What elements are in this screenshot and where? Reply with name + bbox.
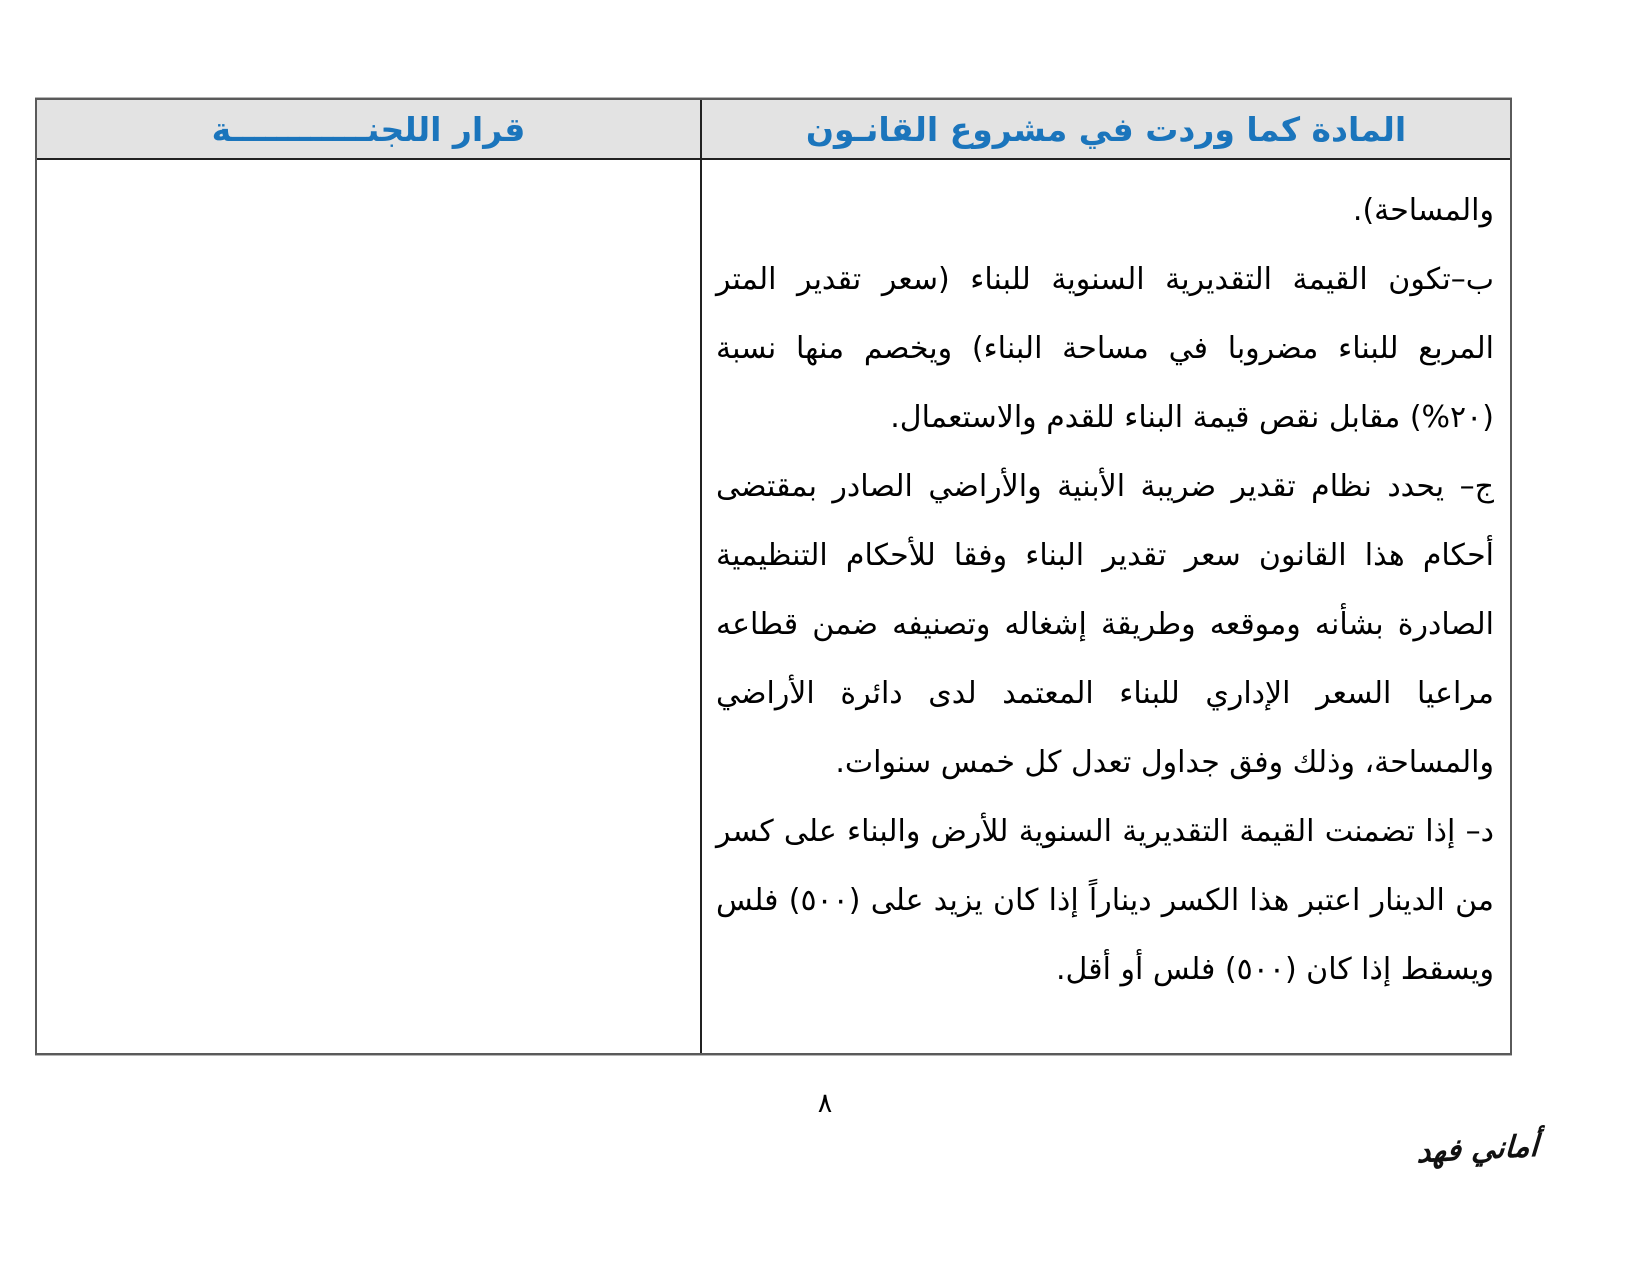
article-paragraph-clause-b: ب–تكون القيمة التقديرية السنوية للبناء (سعر تقدير المتر المربع للبناء مضروبا في مساحة البناء) ويخصم منها نسبة (٢٠%) مقابل نقص قيمة البناء للقدم والاستعمال. (716, 262, 1494, 435)
article-text-cell (702, 160, 1510, 1053)
table-body-row (37, 160, 1510, 1053)
committee-decision-cell (37, 160, 702, 1053)
table-header-row (37, 100, 1510, 160)
comparison-table (35, 98, 1512, 1055)
page-number: ٨ (817, 1088, 833, 1119)
column-header-article-as-in-draft-law: المادة كما وردت في مشروع القانـون (805, 109, 1407, 149)
handwritten-signature: أماني فهد (1415, 1128, 1539, 1171)
article-paragraph-clause-j: ج– يحدد نظام تقدير ضريبة الأبنية والأراضي الصادر بمقتضى أحكام هذا القانون سعر تقدير البناء وفقا للأحكام التنظيمية الصادرة بشأنه وموقعه وطريقة إشغاله وتصنيفه ضمن قطاعه مراعيا السعر الإداري للبناء المعتمد لدى دائرة الأراضي والمساحة، وذلك وفق جداول تعدل كل خمس سنوات. (716, 469, 1494, 780)
column-header-committee-decision: قرار اللجنــــــــــــة (37, 100, 702, 158)
article-paragraph-continuation: والمساحة). (1352, 193, 1494, 228)
article-paragraph-clause-d: د– إذا تضمنت القيمة التقديرية السنوية للأرض والبناء على كسر من الدينار اعتبر هذا الكسر ديناراً إذا كان يزيد على (٥٠٠) فلس ويسقط إذا كان (٥٠٠) فلس أو أقل. (716, 814, 1494, 987)
